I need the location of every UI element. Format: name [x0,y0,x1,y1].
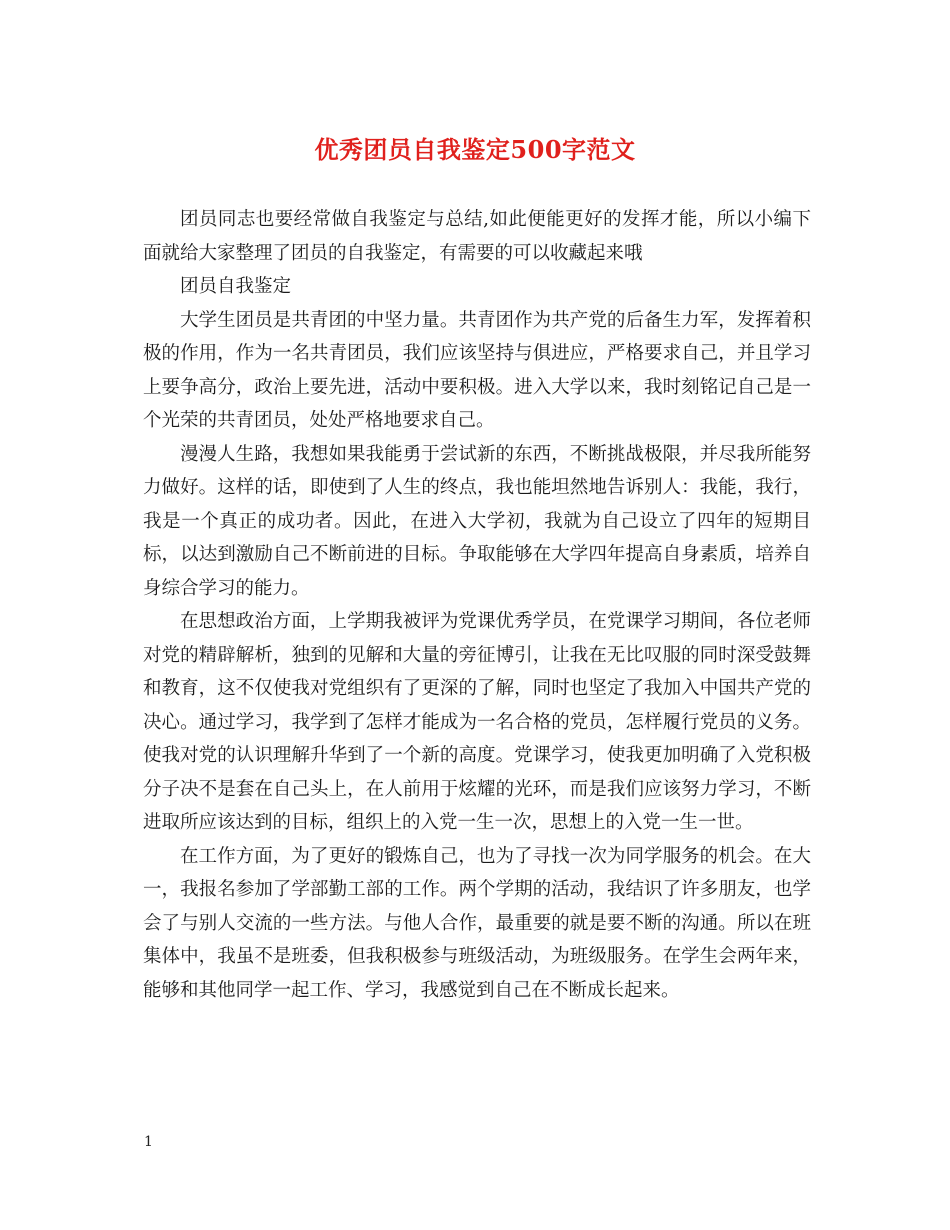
document-title: 优秀团员自我鉴定500字范文 [314,135,636,164]
document-body [143,203,811,1007]
body-paragraph: 漫漫人生路，我想如果我能勇于尝试新的东西，不断挑战极限，并尽我所能努力做好。这样的话，即使到了人生的终点，我也能坦然地告诉别人：我能，我行，我是一个真正的成功者。因此，在进入大学初，我就为自己设立了四年的短期目标，以达到激励自己不断前进的目标。争取能够在大学四年提高自身素质，培养自身综合学习的能力。 [143,443,811,599]
section-heading: 团员自我鉴定 [180,276,292,297]
body-paragraph: 在思想政治方面，上学期我被评为党课优秀学员，在党课学习期间，各位老师对党的精辟解析，独到的见解和大量的旁征博引，让我在无比叹服的同时深受鼓舞和教育，这不仅使我对党组织有了更深的了解，同时也坚定了我加入中国共产党的决心。通过学习，我学到了怎样才能成为一名合格的党员，怎样履行党员的义务。使我对党的认识理解升华到了一个新的高度。党课学习，使我更加明确了入党积极分子决不是套在自己头上，在人前用于炫耀的光环，而是我们应该努力学习，不断进取所应该达到的目标，组织上的入党一生一次，思想上的入党一生一世。 [143,611,811,833]
page-number: 1 [144,1134,153,1150]
body-paragraph: 在工作方面，为了更好的锻炼自己，也为了寻找一次为同学服务的机会。在大一，我报名参加了学部勤工部的工作。两个学期的活动，我结识了许多朋友，也学会了与别人交流的一些方法。与他人合作，最重要的就是要不断的沟通。所以在班集体中，我虽不是班委，但我积极参与班级活动，为班级服务。在学生会两年来，能够和其他同学一起工作、学习，我感觉到自己在不断成长起来。 [143,845,811,1001]
body-paragraph: 大学生团员是共青团的中坚力量。共青团作为共产党的后备生力军，发挥着积极的作用，作为一名共青团员，我们应该坚持与俱进应，严格要求自己，并且学习上要争高分，政治上要先进，活动中要积极。进入大学以来，我时刻铭记自己是一个光荣的共青团员，处处严格地要求自己。 [143,309,811,431]
intro-paragraph: 团员同志也要经常做自我鉴定与总结,如此便能更好的发挥才能，所以小编下面就给大家整理了团员的自我鉴定，有需要的可以收藏起来哦 [143,209,811,264]
